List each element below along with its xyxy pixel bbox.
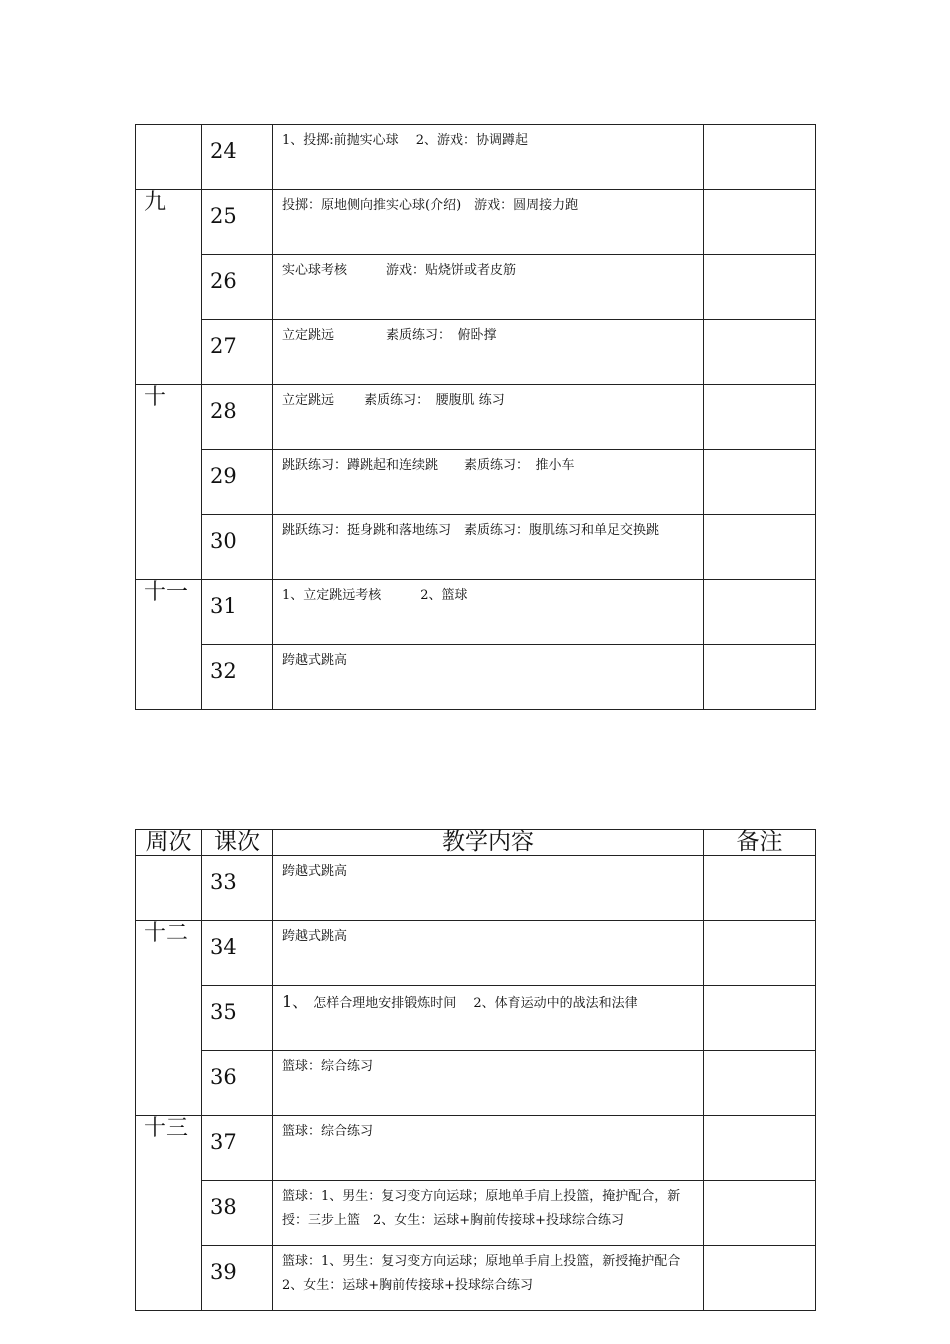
note-cell bbox=[704, 125, 816, 190]
lesson-content: 实心球考核 游戏：贴烧饼或者皮筋 bbox=[273, 255, 704, 320]
lesson-number: 33 bbox=[202, 856, 273, 921]
note-cell bbox=[704, 450, 816, 515]
table-row bbox=[136, 320, 816, 385]
table-row bbox=[136, 986, 816, 1051]
note-cell bbox=[704, 856, 816, 921]
lesson-content bbox=[273, 986, 704, 1051]
lesson-number: 36 bbox=[202, 1051, 273, 1116]
week-cell: 九 bbox=[136, 190, 202, 385]
note-cell bbox=[704, 515, 816, 580]
note-cell bbox=[704, 921, 816, 986]
lesson-number: 25 bbox=[202, 190, 273, 255]
lesson-number: 32 bbox=[202, 645, 273, 710]
table-row bbox=[136, 921, 816, 986]
note-cell bbox=[704, 320, 816, 385]
lesson-number: 34 bbox=[202, 921, 273, 986]
lesson-content: 跨越式跳高 bbox=[273, 645, 704, 710]
header-content: 教学内容 bbox=[273, 830, 704, 856]
note-cell bbox=[704, 1116, 816, 1181]
note-cell bbox=[704, 580, 816, 645]
table-row bbox=[136, 255, 816, 320]
lesson-content: 立定跳远 素质练习： 俯卧撑 bbox=[273, 320, 704, 385]
header-note: 备注 bbox=[704, 830, 816, 856]
week-cell: 十三 bbox=[136, 1116, 202, 1311]
lesson-content: 篮球：综合练习 bbox=[273, 1116, 704, 1181]
note-cell bbox=[704, 190, 816, 255]
table-header-row bbox=[136, 830, 816, 856]
table-row bbox=[136, 190, 816, 255]
table-row bbox=[136, 1051, 816, 1116]
lesson-number: 37 bbox=[202, 1116, 273, 1181]
table-row bbox=[136, 515, 816, 580]
lesson-content: 跨越式跳高 bbox=[273, 856, 704, 921]
lesson-content: 1、立定跳远考核 2、篮球 bbox=[273, 580, 704, 645]
lesson-content: 篮球：1、男生：复习变方向运球；原地单手肩上投篮，掩护配合，新授：三步上篮 2、女生：运球+胸前传接球+投球综合练习 bbox=[273, 1181, 704, 1246]
lesson-number: 24 bbox=[202, 125, 273, 190]
lesson-number: 38 bbox=[202, 1181, 273, 1246]
note-cell bbox=[704, 385, 816, 450]
list-number: 1、 bbox=[282, 992, 301, 1011]
lesson-content: 立定跳远 素质练习： 腰腹肌 练习 bbox=[273, 385, 704, 450]
schedule-table-1 bbox=[135, 124, 816, 710]
note-cell bbox=[704, 986, 816, 1051]
lesson-number: 26 bbox=[202, 255, 273, 320]
schedule-table-2 bbox=[135, 829, 816, 1311]
table-row bbox=[136, 1246, 816, 1311]
lesson-content: 跳跃练习：蹲跳起和连续跳 素质练习： 推小车 bbox=[273, 450, 704, 515]
lesson-number: 39 bbox=[202, 1246, 273, 1311]
table-row bbox=[136, 1116, 816, 1181]
lesson-content: 1、投掷:前抛实心球 2、游戏：协调蹲起 bbox=[273, 125, 704, 190]
week-cell: 十二 bbox=[136, 921, 202, 1116]
lesson-number: 31 bbox=[202, 580, 273, 645]
lesson-content: 跨越式跳高 bbox=[273, 921, 704, 986]
table-row bbox=[136, 125, 816, 190]
note-cell bbox=[704, 1051, 816, 1116]
table-row bbox=[136, 450, 816, 515]
lesson-content-text: 怎样合理地安排锻炼时间 2、体育运动中的战法和法律 bbox=[300, 996, 638, 1011]
lesson-content: 跳跃练习：挺身跳和落地练习 素质练习：腹肌练习和单足交换跳 bbox=[273, 515, 704, 580]
table-row bbox=[136, 1181, 816, 1246]
lesson-number: 30 bbox=[202, 515, 273, 580]
lesson-number: 29 bbox=[202, 450, 273, 515]
week-cell: 十一 bbox=[136, 580, 202, 710]
lesson-content: 篮球：综合练习 bbox=[273, 1051, 704, 1116]
header-week: 周次 bbox=[136, 830, 202, 856]
lesson-content: 篮球：1、男生：复习变方向运球；原地单手肩上投篮，新授掩护配合 2、女生：运球+胸前传接球+投球综合练习 bbox=[273, 1246, 704, 1311]
header-lesson: 课次 bbox=[202, 830, 273, 856]
table-row bbox=[136, 856, 816, 921]
lesson-number: 35 bbox=[202, 986, 273, 1051]
table-row bbox=[136, 580, 816, 645]
lesson-number: 28 bbox=[202, 385, 273, 450]
lesson-content: 投掷：原地侧向推实心球(介绍) 游戏：圆周接力跑 bbox=[273, 190, 704, 255]
week-cell bbox=[136, 125, 202, 190]
lesson-number: 27 bbox=[202, 320, 273, 385]
week-cell: 十 bbox=[136, 385, 202, 580]
note-cell bbox=[704, 645, 816, 710]
note-cell bbox=[704, 255, 816, 320]
table-row bbox=[136, 385, 816, 450]
table-row bbox=[136, 645, 816, 710]
note-cell bbox=[704, 1181, 816, 1246]
note-cell bbox=[704, 1246, 816, 1311]
week-cell bbox=[136, 856, 202, 921]
